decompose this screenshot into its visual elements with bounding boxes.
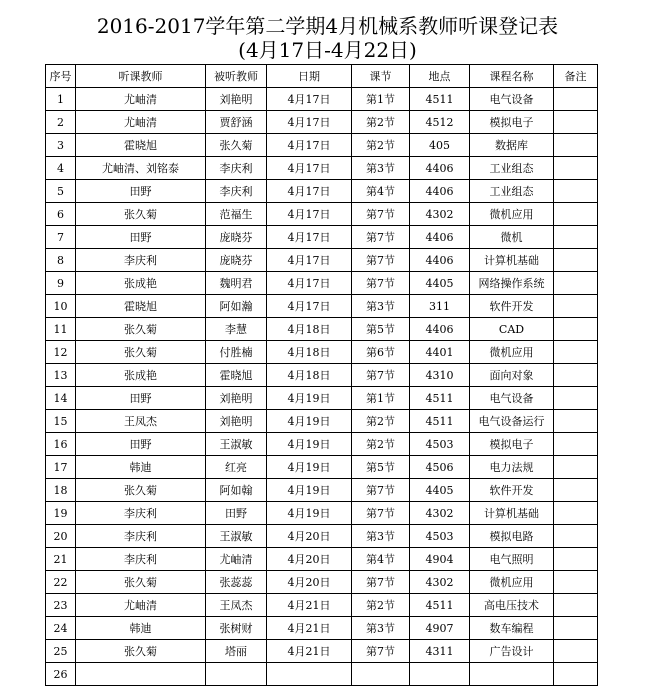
observed-teacher-cell: 范福生 [206, 203, 267, 226]
remarks-cell [554, 433, 598, 456]
observer-teacher-cell: 霍晓旭 [76, 134, 206, 157]
location-cell: 311 [410, 295, 470, 318]
observed-teacher-cell: 王淑敏 [206, 525, 267, 548]
row-number-cell: 26 [46, 663, 76, 686]
location-cell: 4406 [410, 226, 470, 249]
row-number-cell: 3 [46, 134, 76, 157]
date-cell: 4月20日 [267, 571, 352, 594]
observed-teacher-cell: 霍晓旭 [206, 364, 267, 387]
period-cell: 第7节 [352, 502, 410, 525]
header-cell: 课节 [352, 65, 410, 88]
remarks-cell [554, 594, 598, 617]
location-cell: 4311 [410, 640, 470, 663]
course-name-cell: 广告设计 [470, 640, 554, 663]
date-cell: 4月21日 [267, 640, 352, 663]
period-cell: 第3节 [352, 157, 410, 180]
observed-teacher-cell: 刘艳明 [206, 88, 267, 111]
observed-teacher-cell: 李庆利 [206, 157, 267, 180]
observed-teacher-cell: 庞晓芬 [206, 226, 267, 249]
course-name-cell: 微机应用 [470, 203, 554, 226]
remarks-cell [554, 180, 598, 203]
table-row [46, 180, 598, 203]
course-name-cell: 模拟电子 [470, 433, 554, 456]
location-cell: 4511 [410, 410, 470, 433]
date-cell: 4月17日 [267, 134, 352, 157]
row-number-cell: 20 [46, 525, 76, 548]
remarks-cell [554, 272, 598, 295]
location-cell: 4511 [410, 594, 470, 617]
date-cell [267, 663, 352, 686]
course-name-cell: 微机应用 [470, 571, 554, 594]
period-cell: 第7节 [352, 272, 410, 295]
location-cell: 4302 [410, 203, 470, 226]
date-cell: 4月18日 [267, 318, 352, 341]
date-cell: 4月19日 [267, 502, 352, 525]
row-number-cell: 6 [46, 203, 76, 226]
course-name-cell: 计算机基础 [470, 502, 554, 525]
date-cell: 4月18日 [267, 364, 352, 387]
observer-teacher-cell: 尤岫清 [76, 594, 206, 617]
observed-teacher-cell: 田野 [206, 502, 267, 525]
row-number-cell: 14 [46, 387, 76, 410]
date-cell: 4月17日 [267, 111, 352, 134]
period-cell: 第2节 [352, 111, 410, 134]
location-cell: 4511 [410, 387, 470, 410]
course-name-cell: 软件开发 [470, 295, 554, 318]
course-name-cell: 模拟电路 [470, 525, 554, 548]
remarks-cell [554, 341, 598, 364]
date-cell: 4月19日 [267, 387, 352, 410]
table-row [46, 318, 598, 341]
table-title: 2016-2017学年第二学期4月机械系教师听课登记表 [96, 14, 559, 38]
table-row [46, 226, 598, 249]
header-cell: 序号 [46, 65, 76, 88]
period-cell: 第3节 [352, 617, 410, 640]
date-cell: 4月19日 [267, 433, 352, 456]
location-cell: 4406 [410, 157, 470, 180]
location-cell [410, 663, 470, 686]
course-name-cell: CAD [470, 318, 554, 341]
course-name-cell: 网络操作系统 [470, 272, 554, 295]
period-cell: 第4节 [352, 548, 410, 571]
row-number-cell: 10 [46, 295, 76, 318]
period-cell: 第2节 [352, 134, 410, 157]
observed-teacher-cell: 红亮 [206, 456, 267, 479]
table-row [46, 479, 598, 502]
course-name-cell: 电气照明 [470, 548, 554, 571]
remarks-cell [554, 617, 598, 640]
period-cell: 第4节 [352, 180, 410, 203]
remarks-cell [554, 88, 598, 111]
date-cell: 4月20日 [267, 525, 352, 548]
location-cell: 4503 [410, 525, 470, 548]
period-cell: 第3节 [352, 295, 410, 318]
course-name-cell: 电气设备 [470, 387, 554, 410]
row-number-cell: 18 [46, 479, 76, 502]
location-cell: 4512 [410, 111, 470, 134]
observer-teacher-cell: 韩迪 [76, 456, 206, 479]
remarks-cell [554, 525, 598, 548]
observer-teacher-cell: 张久菊 [76, 571, 206, 594]
observed-teacher-cell: 贾舒涵 [206, 111, 267, 134]
table-row [46, 617, 598, 640]
course-name-cell: 工业组态 [470, 180, 554, 203]
header-cell: 地点 [410, 65, 470, 88]
remarks-cell [554, 663, 598, 686]
period-cell: 第1节 [352, 88, 410, 111]
date-cell: 4月17日 [267, 272, 352, 295]
remarks-cell [554, 410, 598, 433]
observer-teacher-cell: 张久菊 [76, 640, 206, 663]
period-cell [352, 663, 410, 686]
observed-teacher-cell [206, 663, 267, 686]
observer-teacher-cell: 李庆利 [76, 525, 206, 548]
observer-teacher-cell: 田野 [76, 226, 206, 249]
remarks-cell [554, 295, 598, 318]
remarks-cell [554, 249, 598, 272]
course-name-cell: 面向对象 [470, 364, 554, 387]
table-subtitle: (4月17日-4月22日) [238, 38, 417, 62]
row-number-cell: 13 [46, 364, 76, 387]
period-cell: 第7节 [352, 364, 410, 387]
observer-teacher-cell: 田野 [76, 387, 206, 410]
date-cell: 4月21日 [267, 617, 352, 640]
row-number-cell: 2 [46, 111, 76, 134]
header-row [46, 65, 598, 88]
observer-teacher-cell: 田野 [76, 180, 206, 203]
table-row [46, 203, 598, 226]
observer-teacher-cell: 尤岫清 [76, 88, 206, 111]
observer-teacher-cell: 张久菊 [76, 318, 206, 341]
course-name-cell: 计算机基础 [470, 249, 554, 272]
date-cell: 4月17日 [267, 88, 352, 111]
remarks-cell [554, 502, 598, 525]
observed-teacher-cell: 王凤杰 [206, 594, 267, 617]
header-cell: 课程名称 [470, 65, 554, 88]
observed-teacher-cell: 庞晓芬 [206, 249, 267, 272]
observed-teacher-cell: 刘艳明 [206, 410, 267, 433]
observed-teacher-cell: 魏明君 [206, 272, 267, 295]
period-cell: 第7节 [352, 203, 410, 226]
observer-teacher-cell: 霍晓旭 [76, 295, 206, 318]
location-cell: 4904 [410, 548, 470, 571]
row-number-cell: 5 [46, 180, 76, 203]
remarks-cell [554, 456, 598, 479]
row-number-cell: 12 [46, 341, 76, 364]
course-name-cell: 电气设备 [470, 88, 554, 111]
period-cell: 第1节 [352, 387, 410, 410]
location-cell: 4405 [410, 272, 470, 295]
observed-teacher-cell: 李庆利 [206, 180, 267, 203]
date-cell: 4月17日 [267, 226, 352, 249]
observed-teacher-cell: 阿如翰 [206, 479, 267, 502]
remarks-cell [554, 134, 598, 157]
row-number-cell: 16 [46, 433, 76, 456]
observer-teacher-cell: 张成艳 [76, 272, 206, 295]
table-row [46, 157, 598, 180]
observed-teacher-cell: 李慧 [206, 318, 267, 341]
location-cell: 4503 [410, 433, 470, 456]
date-cell: 4月19日 [267, 479, 352, 502]
course-name-cell: 微机应用 [470, 341, 554, 364]
location-cell: 4401 [410, 341, 470, 364]
remarks-cell [554, 157, 598, 180]
location-cell: 405 [410, 134, 470, 157]
course-name-cell: 电力法规 [470, 456, 554, 479]
remarks-cell [554, 479, 598, 502]
period-cell: 第5节 [352, 456, 410, 479]
date-cell: 4月20日 [267, 548, 352, 571]
period-cell: 第3节 [352, 525, 410, 548]
observer-teacher-cell: 田野 [76, 433, 206, 456]
period-cell: 第7节 [352, 640, 410, 663]
course-name-cell: 工业组态 [470, 157, 554, 180]
date-cell: 4月18日 [267, 341, 352, 364]
row-number-cell: 22 [46, 571, 76, 594]
observed-teacher-cell: 张久菊 [206, 134, 267, 157]
observer-teacher-cell: 尤岫清、刘铭泰 [76, 157, 206, 180]
row-number-cell: 1 [46, 88, 76, 111]
date-cell: 4月19日 [267, 410, 352, 433]
observer-teacher-cell: 李庆利 [76, 502, 206, 525]
location-cell: 4405 [410, 479, 470, 502]
remarks-cell [554, 203, 598, 226]
row-number-cell: 23 [46, 594, 76, 617]
observed-teacher-cell: 王淑敏 [206, 433, 267, 456]
row-number-cell: 11 [46, 318, 76, 341]
observer-teacher-cell: 张成艳 [76, 364, 206, 387]
course-name-cell: 模拟电子 [470, 111, 554, 134]
table-row [46, 341, 598, 364]
date-cell: 4月21日 [267, 594, 352, 617]
location-cell: 4406 [410, 180, 470, 203]
table-row [46, 272, 598, 295]
remarks-cell [554, 364, 598, 387]
observer-teacher-cell: 李庆利 [76, 249, 206, 272]
course-name-cell: 数车编程 [470, 617, 554, 640]
table-row [46, 571, 598, 594]
header-cell: 听课教师 [76, 65, 206, 88]
observed-teacher-cell: 刘艳明 [206, 387, 267, 410]
observer-teacher-cell [76, 663, 206, 686]
table-row [46, 502, 598, 525]
table-row [46, 548, 598, 571]
observed-teacher-cell: 张蕊蕊 [206, 571, 267, 594]
period-cell: 第2节 [352, 594, 410, 617]
table-row [46, 525, 598, 548]
row-number-cell: 9 [46, 272, 76, 295]
table-row [46, 111, 598, 134]
table-row [46, 456, 598, 479]
period-cell: 第7节 [352, 249, 410, 272]
period-cell: 第7节 [352, 479, 410, 502]
table-row [46, 88, 598, 111]
location-cell: 4406 [410, 318, 470, 341]
row-number-cell: 15 [46, 410, 76, 433]
location-cell: 4511 [410, 88, 470, 111]
period-cell: 第7节 [352, 226, 410, 249]
table-row [46, 640, 598, 663]
row-number-cell: 7 [46, 226, 76, 249]
remarks-cell [554, 226, 598, 249]
observed-teacher-cell: 塔丽 [206, 640, 267, 663]
table-row [46, 594, 598, 617]
observer-teacher-cell: 张久菊 [76, 341, 206, 364]
observation-table [45, 64, 598, 686]
remarks-cell [554, 548, 598, 571]
remarks-cell [554, 571, 598, 594]
observer-teacher-cell: 王凤杰 [76, 410, 206, 433]
observed-teacher-cell: 阿如瀚 [206, 295, 267, 318]
date-cell: 4月17日 [267, 180, 352, 203]
location-cell: 4406 [410, 249, 470, 272]
remarks-cell [554, 640, 598, 663]
date-cell: 4月17日 [267, 157, 352, 180]
table-row [46, 364, 598, 387]
row-number-cell: 19 [46, 502, 76, 525]
table-row [46, 433, 598, 456]
observed-teacher-cell: 尤岫清 [206, 548, 267, 571]
table-row [46, 134, 598, 157]
row-number-cell: 21 [46, 548, 76, 571]
course-name-cell [470, 663, 554, 686]
period-cell: 第2节 [352, 433, 410, 456]
header-cell: 日期 [267, 65, 352, 88]
remarks-cell [554, 318, 598, 341]
date-cell: 4月17日 [267, 203, 352, 226]
observer-teacher-cell: 韩迪 [76, 617, 206, 640]
course-name-cell: 数据库 [470, 134, 554, 157]
row-number-cell: 24 [46, 617, 76, 640]
row-number-cell: 4 [46, 157, 76, 180]
period-cell: 第5节 [352, 318, 410, 341]
table-row [46, 663, 598, 686]
table-row [46, 410, 598, 433]
observer-teacher-cell: 尤岫清 [76, 111, 206, 134]
observer-teacher-cell: 张久菊 [76, 203, 206, 226]
location-cell: 4302 [410, 502, 470, 525]
remarks-cell [554, 387, 598, 410]
observer-teacher-cell: 李庆利 [76, 548, 206, 571]
location-cell: 4310 [410, 364, 470, 387]
observed-teacher-cell: 张树财 [206, 617, 267, 640]
period-cell: 第2节 [352, 410, 410, 433]
date-cell: 4月17日 [267, 295, 352, 318]
date-cell: 4月19日 [267, 456, 352, 479]
location-cell: 4506 [410, 456, 470, 479]
header-cell: 备注 [554, 65, 598, 88]
observed-teacher-cell: 付胜楠 [206, 341, 267, 364]
period-cell: 第7节 [352, 571, 410, 594]
course-name-cell: 电气设备运行 [470, 410, 554, 433]
date-cell: 4月17日 [267, 249, 352, 272]
table-row [46, 295, 598, 318]
course-name-cell: 高电压技术 [470, 594, 554, 617]
course-name-cell: 软件开发 [470, 479, 554, 502]
header-cell: 被听教师 [206, 65, 267, 88]
location-cell: 4302 [410, 571, 470, 594]
table-row [46, 387, 598, 410]
location-cell: 4907 [410, 617, 470, 640]
table-row [46, 249, 598, 272]
row-number-cell: 25 [46, 640, 76, 663]
row-number-cell: 17 [46, 456, 76, 479]
period-cell: 第6节 [352, 341, 410, 364]
observer-teacher-cell: 张久菊 [76, 479, 206, 502]
course-name-cell: 微机 [470, 226, 554, 249]
remarks-cell [554, 111, 598, 134]
row-number-cell: 8 [46, 249, 76, 272]
